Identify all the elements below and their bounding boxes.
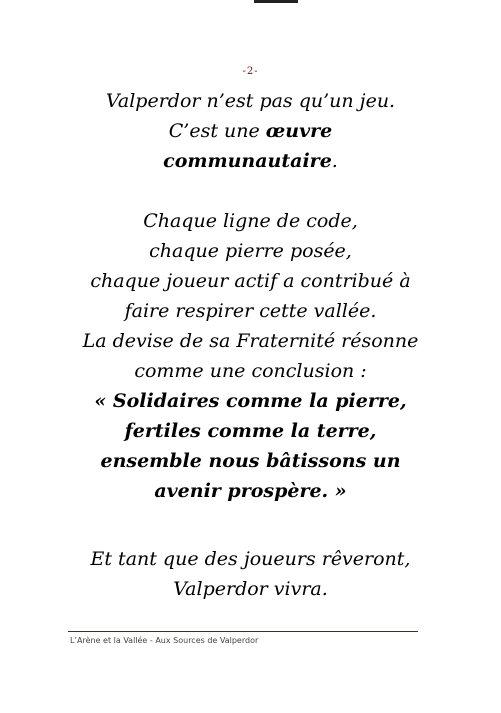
- footer-divider: [68, 631, 418, 632]
- text-line: faire respirer cette vallée.: [124, 300, 377, 322]
- text-line: [40, 146, 461, 176]
- motto-line: [40, 416, 461, 446]
- text-line: chaque pierre posée,: [149, 240, 352, 262]
- motto-text: avenir prospère. »: [154, 480, 347, 502]
- page-number: -2-: [242, 66, 259, 77]
- motto-text: fertiles comme la terre,: [124, 420, 377, 442]
- motto-line: [40, 476, 461, 506]
- emphasis-text: œuvre: [265, 120, 333, 142]
- emphasis-text: communautaire: [163, 150, 332, 172]
- text-line: chaque joueur actif a contribué à: [90, 270, 411, 292]
- motto-line: [40, 446, 461, 476]
- motto-text: ensemble nous bâtissons un: [100, 450, 401, 472]
- text-line: Valperdor n’est pas qu’un jeu.: [105, 90, 396, 112]
- text-line: Et tant que des joueurs rêveront,: [90, 548, 411, 570]
- text-line: comme une conclusion :: [134, 360, 367, 382]
- top-edge-mark: [254, 0, 298, 3]
- text-fragment: C’est une: [168, 120, 266, 142]
- text-line: Valperdor vivra.: [173, 578, 328, 600]
- stanza-contribution: [40, 206, 461, 506]
- running-footer: L’Arène et la Vallée - Aux Sources de Valperdor: [70, 636, 259, 645]
- motto-line: [40, 386, 461, 416]
- text-line: [40, 116, 461, 146]
- stanza-intro: [40, 86, 461, 176]
- text-line: La devise de sa Fraternité résonne: [82, 330, 419, 352]
- motto-text: « Solidaires comme la pierre,: [94, 390, 407, 412]
- text-fragment: .: [331, 150, 338, 172]
- text-line: Chaque ligne de code,: [143, 210, 358, 232]
- stanza-closing: [40, 544, 461, 604]
